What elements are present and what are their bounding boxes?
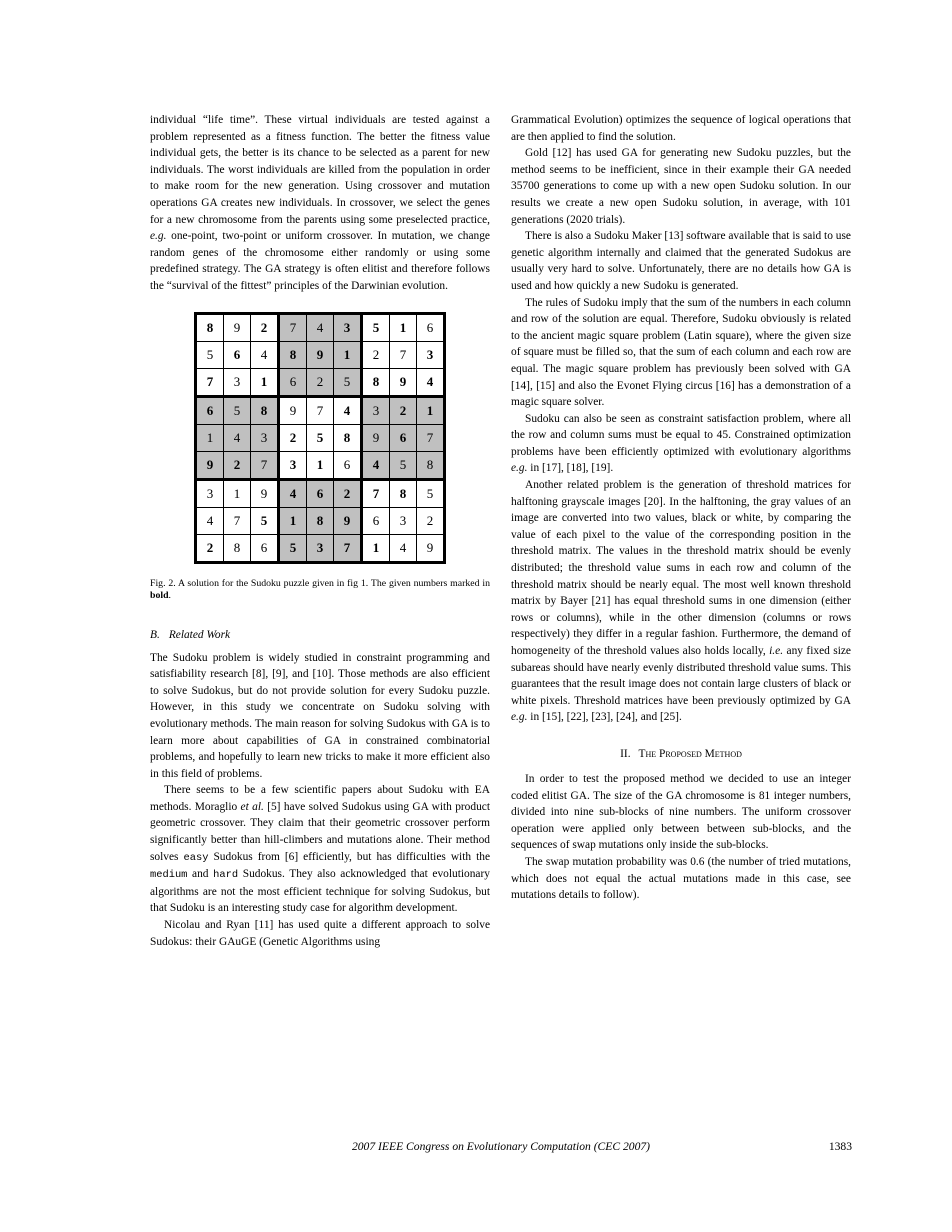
sudoku-cell: 9 (334, 507, 362, 534)
paragraph: Nicolau and Ryan [11] has used quite a different approach to solve Sudokus: their GAuGE (Genetic Algorithms using (150, 919, 490, 948)
sudoku-cell: 3 (362, 396, 390, 424)
sudoku-cell: 7 (307, 396, 334, 424)
sudoku-cell: 4 (362, 451, 390, 479)
paragraph: The rules of Sudoku imply that the sum of the numbers in each column and row of the solution are equal. Therefore, Sudoku obviously is related to the ancient magic square problem (Latin square), where the given size of square must be filled so, that the sum of each column and each row are equal. The magic square problem has previously been solved with GA [14], [15] and also the Evonet Flying circus [16] has a demonstration of a magic square solver. (511, 296, 851, 409)
right-column (511, 112, 851, 950)
sudoku-cell: 5 (279, 534, 307, 562)
sudoku-cell: 6 (390, 424, 417, 451)
sudoku-cell: 1 (224, 479, 251, 507)
inline-italic: e.g. (511, 462, 528, 475)
sudoku-cell: 2 (224, 451, 251, 479)
sudoku-cell: 1 (279, 507, 307, 534)
sudoku-cell: 3 (279, 451, 307, 479)
sudoku-cell: 1 (307, 451, 334, 479)
inline-italic: et al. (240, 800, 264, 813)
sudoku-cell: 1 (196, 424, 224, 451)
figure-sudoku-solution (150, 312, 490, 603)
sudoku-cell: 3 (417, 341, 445, 368)
paragraph: There seems to be a few scientific papers about Sudoku with EA methods. Moraglio et al. [5] have solved Sudokus using GA with product geometric crossover. They claim that their geometric crossover perform significantly better than hill-climbers and mutations alone. Their method solves easy Sudokus from [6] efficiently, but has difficulties with the medium and hard Sudokus. They also acknowledged that evolutionary algorithms are not the most efficient technique for solving Sudokus, but that Sudoku is an interesting study case for algorithm development. (150, 784, 491, 915)
sudoku-cell: 2 (196, 534, 224, 562)
sudoku-cell: 8 (362, 368, 390, 396)
inline-code: hard (213, 869, 239, 882)
sudoku-cell: 8 (390, 479, 417, 507)
sudoku-cell: 8 (417, 451, 445, 479)
inline-code: easy (183, 851, 209, 864)
sudoku-cell: 2 (417, 507, 445, 534)
related-work-paragraphs (150, 650, 490, 951)
paragraph: In order to test the proposed method we decided to use an integer coded elitist GA. The size of the GA chromosome is 81 integer numbers, divided into nine sub-blocks of nine numbers. The uniform crossover operation were applied only between between sub-blocks, and the sequences of swap mutations only inside the sub-blocks. (511, 772, 851, 852)
section-number: II. (620, 747, 631, 760)
sudoku-cell: 7 (196, 368, 224, 396)
sudoku-cell: 9 (390, 368, 417, 396)
sudoku-cell: 6 (334, 451, 362, 479)
sudoku-cell: 5 (307, 424, 334, 451)
page-footer (150, 1140, 852, 1153)
sudoku-cell: 4 (334, 396, 362, 424)
sudoku-cell: 2 (251, 313, 279, 341)
sudoku-cell: 2 (334, 479, 362, 507)
sudoku-cell: 9 (362, 424, 390, 451)
sudoku-cell: 1 (390, 313, 417, 341)
subsection-heading-related-work (150, 629, 490, 641)
sudoku-cell: 4 (224, 424, 251, 451)
sudoku-cell: 3 (224, 368, 251, 396)
sudoku-cell: 7 (224, 507, 251, 534)
sudoku-cell: 5 (417, 479, 445, 507)
subsection-number: B. (150, 628, 160, 641)
sudoku-cell: 4 (307, 313, 334, 341)
sudoku-cell: 8 (307, 507, 334, 534)
sudoku-cell: 9 (196, 451, 224, 479)
sudoku-cell: 7 (417, 424, 445, 451)
paragraph: The Sudoku problem is widely studied in constraint programming and satisfiability research [8], [9], and [10]. Those methods are also efficient to solve Sudokus, but do not provide solution for every Sudoku puzzle. However, in this study we concentrate on Sudoku solving with evolutionary methods. The main reason for solving Sudokus with GA is to learn more about capabilities of GA in constrained combinatorial problems, and hopefully to learn new tricks to make it more efficient also in this field of problems. (150, 651, 490, 780)
sudoku-cell: 2 (279, 424, 307, 451)
sudoku-cell: 8 (334, 424, 362, 451)
sudoku-cell: 6 (417, 313, 445, 341)
subsection-title: Related Work (168, 628, 231, 641)
paragraph: individual “life time”. These virtual individuals are tested against a problem represented as a fitness function. The better the fitness value individual gets, the better is its chance to be selected as a parent for new individuals. The worst individuals are killed from the population in order to make room for the new generation. Using crossover and mutation operations GA creates new individuals. In crossover, we select the genes for a new chromosome from the parents using some preselected practice, e.g. one-point, two-point or uniform crossover. In mutation, we change random genes of the chromosome either randomly or using some predefined strategy. The GA strategy is often elitist and therefore follows the “survival of the fittest” principles of the Darwinian evolution. (150, 114, 490, 292)
sudoku-cell: 7 (279, 313, 307, 341)
sudoku-cell: 1 (417, 396, 445, 424)
sudoku-cell: 4 (251, 341, 279, 368)
inline-code: medium (150, 869, 188, 882)
sudoku-cell: 4 (279, 479, 307, 507)
paragraph: Gold [12] has used GA for generating new Sudoku puzzles, but the method seems to be inefficient, since in their example their GA needed 35700 generations to come up with a new open Sudoku solution. In our results we create a new open Sudoku solution, in average, with 101 generations (2020 trials). (511, 147, 851, 226)
section-heading-proposed-method (511, 748, 851, 760)
sudoku-cell: 3 (390, 507, 417, 534)
figure-caption: Fig. 2. A solution for the Sudoku puzzle given in fig 1. The given numbers marked in bold. (150, 577, 490, 602)
sudoku-cell: 5 (390, 451, 417, 479)
paragraph: Another related problem is the generation of threshold matrices for halftoning grayscale images [20]. In the halftoning, the gray values of an image are converted into two values, black or white, by comparing the value of each pixel to the value of the corresponding position in the threshold matrix. The values in the threshold matrix should be evenly distributed; the threshold value sums in each row and column of the threshold matrix should be nearly equal. The most well known threshold matrix by Bayer [21] has equal threshold sums in one dimension (either rows or columns), while in the other dimension (columns or rows respectively) they differ in a regular fashion. Furthermore, the demand of homogeneity of the threshold values also holds locally, i.e. any fixed size subareas should have nearly evenly distributed threshold value sums. This guarantees that the result image does not contain large clusters of black or white pixels. Threshold matrices have been previously optimized by GA e.g. in [15], [22], [23], [24], and [25]. (511, 479, 851, 724)
sudoku-cell: 2 (307, 368, 334, 396)
sudoku-cell: 8 (224, 534, 251, 562)
paragraph: Grammatical Evolution) optimizes the sequence of logical operations that are then applied to find the solution. (511, 114, 851, 143)
sudoku-cell: 6 (362, 507, 390, 534)
sudoku-cell: 2 (362, 341, 390, 368)
sudoku-cell: 5 (251, 507, 279, 534)
sudoku-cell: 1 (362, 534, 390, 562)
sudoku-cell: 5 (196, 341, 224, 368)
sudoku-cell: 7 (390, 341, 417, 368)
sudoku-cell: 9 (224, 313, 251, 341)
sudoku-cell: 5 (362, 313, 390, 341)
sudoku-cell: 4 (417, 368, 445, 396)
sudoku-cell: 5 (334, 368, 362, 396)
sudoku-cell: 3 (307, 534, 334, 562)
sudoku-cell: 4 (390, 534, 417, 562)
sudoku-cell: 9 (417, 534, 445, 562)
sudoku-cell: 6 (307, 479, 334, 507)
inline-italic: i.e. (769, 645, 784, 657)
sudoku-cell: 9 (251, 479, 279, 507)
sudoku-cell: 7 (251, 451, 279, 479)
section-title: The Proposed Method (638, 747, 742, 760)
sudoku-cell: 8 (196, 313, 224, 341)
sudoku-cell: 3 (196, 479, 224, 507)
two-column-body (150, 112, 852, 950)
left-column (150, 112, 490, 950)
sudoku-cell: 5 (224, 396, 251, 424)
sudoku-cell: 1 (251, 368, 279, 396)
inline-bold: bold (150, 590, 169, 602)
right-column-paragraphs (511, 112, 851, 726)
sudoku-cell: 8 (279, 341, 307, 368)
sudoku-cell: 9 (279, 396, 307, 424)
sudoku-cell: 6 (196, 396, 224, 424)
sudoku-cell: 9 (307, 341, 334, 368)
paragraph: There is also a Sudoku Maker [13] software available that is said to use genetic algorithm internally and claimed that the generated Sudokus are usually very hard to solve. Unfortunately, there are no details how GA is used and how quickly a new Sudoku is generated. (511, 230, 851, 292)
sudoku-grid (194, 312, 446, 564)
inline-italic: e.g. (150, 230, 167, 243)
footer-page-number: 1383 (828, 1140, 852, 1153)
sudoku-cell: 3 (334, 313, 362, 341)
sudoku-cell: 6 (251, 534, 279, 562)
footer-conference: 2007 IEEE Congress on Evolutionary Computation (CEC 2007) (351, 1140, 651, 1153)
proposed-method-paragraphs (511, 771, 851, 904)
sudoku-cell: 8 (251, 396, 279, 424)
sudoku-cell: 4 (196, 507, 224, 534)
sudoku-cell: 6 (224, 341, 251, 368)
sudoku-cell: 3 (251, 424, 279, 451)
inline-italic: e.g. (511, 711, 528, 724)
sudoku-cell: 1 (334, 341, 362, 368)
sudoku-cell: 7 (362, 479, 390, 507)
sudoku-cell: 7 (334, 534, 362, 562)
sudoku-cell: 6 (279, 368, 307, 396)
sudoku-cell: 2 (390, 396, 417, 424)
paragraph: The swap mutation probability was 0.6 (the number of tried mutations, which does not equal the actual mutations made in this case, see mutations details to follow). (511, 855, 851, 902)
paragraph: Sudoku can also be seen as constraint satisfaction problem, where all the row and column sums must be equal to 45. Constrained optimization problems have been efficiently optimized with evolutionary algorithms e.g. in [17], [18], [19]. (511, 412, 851, 475)
